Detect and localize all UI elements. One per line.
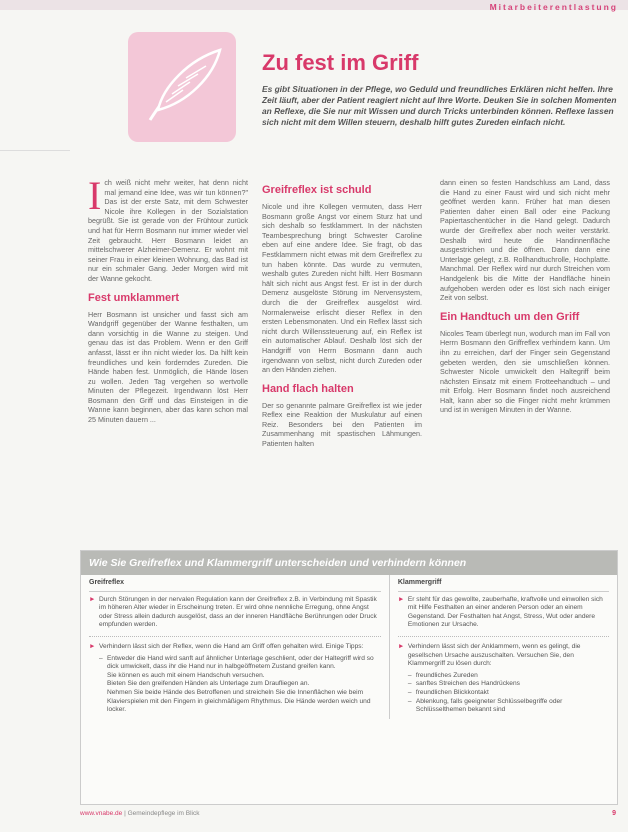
box-subitem: Sie können es auch mit einem Handschuh versuchen.	[107, 671, 265, 679]
column-header: Greifreflex	[89, 579, 381, 592]
box-item: ► Verhindern lässt sich der Anklammern, wenn es gelingt, die gesellschen Ursache auszuschalten. Versuchen Sie, den Klammergriff zu lösen durch:	[397, 642, 581, 668]
paragraph: Nicole und ihre Kollegen vermuten, dass Herr Bosmann große Angst vor einem Sturz hat und sich deshalb so festklammert. In der nächsten Teambesprechung bringt Schwester Caroline eben auf eine andere Idee. Sie fragt, ob das Festklammern nicht etwas mit dem Greifreflex zu tun haben könnte. Das wurde zu vermuten, weshalb gutes Zureden nicht hilft. Herr Bosmann hält sich nicht aus Angst fest. Er ist in der durch Demenz ausgelöste Störung im Nervensystem, durch die der Greifreflex ausgelöst wird. Normalerweise erlischt dieser Reflex in den ersten Lebensmonaten. Und ein Reflex lässt sich nicht durch Willenssteuerung auf, ein Reflex ist ein automatischer Ablauf. Deshalb löst sich der Handgriff von Herrn Bosmann dann auch irgendwann von selbst, nicht durch Zureden oder an den Händen ziehen.	[262, 202, 422, 375]
footer-text: Gemeindepflege im Blick	[127, 810, 200, 817]
arrow-icon: ►	[397, 595, 405, 603]
greifreflex-column	[81, 575, 390, 719]
paragraph: Herr Bosmann ist unsicher und fasst sich am Wandgriff gegenüber der Wanne festhalten, um dann vorsichtig in die Wanne zu steigen. Und genau das ist das Problem. Wenn er den Griff anfasst, lässt er ihn nicht wieder los. Da hilft kein freundliches und kein forderndes Zureden. Die Hände haben fest. Unmöglich, die Hände lösen zu wollen. Jeden Tag vergehen so wertvolle Minuten der Pflegezeit. Irgendwann löst Herr Bosmann den Griff und das Einsteigen in die Wanne kann beginnen, aber das kann schon mal 25 Minuten dauern ...	[88, 309, 248, 425]
box-item: ► Er steht für das gewollte, zauberhafte, kraftvolle und einwollen sich mit Hilfe Festhalten an einer anderen Person oder an einem Gegenstand. Der Festhalten hat Angst, Stress, Wut oder andere Emotionen zur Ursache.	[397, 595, 603, 629]
dropcap: I	[88, 173, 102, 218]
subheading: Fest umklammert	[88, 291, 180, 304]
column-header: Klammergriff	[398, 579, 609, 592]
section-label: Mitarbeiterentlastung	[489, 2, 618, 12]
arrow-icon: ►	[397, 642, 405, 650]
info-box	[80, 550, 618, 805]
box-item: ► Verhindern lässt sich der Reflex, wenn die Hand am Griff offen gehalten wird. Einige Tipps:	[89, 642, 364, 650]
box-subitem: – freundlichen Blickkontakt	[407, 688, 489, 696]
box-subitem: – Ablenkung, falls geeigneter Schlüsselbegriffe oder Schlüsselthemen bekannt sind	[407, 697, 563, 714]
paragraph: dann einen so festen Handschluss am Land, dass die Hand zu einer Faust wird und sich nicht mehr geöffnet werden kann. Früher hat man diesen Patienten daher einen Ball oder eine Packung Papiertaschentücher in die Hand gelegt. Dadurch wurde der Greifreflex aber noch weiter verstärkt. Deshalb wird heute die Handinnenfläche ausgestrichen und die öffnen. Dann dann eine Unterlage gelegt, z.B. Rollhandtuchrolle, Hochplatte. Manchmal. Der Reflex wird nur durch Streichen vom Handgelenk bis die Mitte der Handfläche hinein aufgehoben werden oder es löst sich nach einiger Zeit von selbst.	[440, 178, 610, 303]
box-item: ► Durch Störungen in der nervalen Regulation kann der Greifreflex z.B. in Verbindung mit Spastik im höheren Alter wieder in Erscheinung treten. Er wird ohne nennliche Erregung, ohne Angst oder Stress allein dadurch ausgelöst, dass an der inneren Handfläche Berührungen oder Druck empfunden werden.	[89, 595, 377, 629]
column-2	[262, 178, 422, 449]
page-number: 9	[612, 810, 616, 817]
box-subitem: – sanftes Streichen des Handrückens	[407, 680, 520, 688]
paragraph	[88, 173, 248, 284]
arrow-icon: ►	[89, 642, 96, 650]
subheading: Ein Handtuch um den Griff	[440, 310, 580, 323]
subheading: Hand flach halten	[262, 382, 354, 395]
paragraph-text: ch weiß nicht mehr weiter, hat denn nicht mal jemand eine Idee, was wir tun können?" Das ist der erste Satz, mit dem Schwester Nicole ihre Kollegen in der Sozialstation begrüßt. Sie ist gerade von der Frühtour zurück und hat für Herrn Bosmann nur immer wieder viel Zeit gebraucht. Herr Bosmann leidet an mittelschwerer Alzheimer-Demenz. Er wohnt mit seiner Frau in einer kleinen Wohnung, das Bad ist nur ein schmaler Gang. Jeder Morgen wird mit der Wanne gekocht.	[88, 178, 248, 283]
margin-rule	[0, 150, 70, 151]
divider	[89, 636, 381, 637]
footer: www.vnabe.de | Gemeindepflege im Blick	[80, 810, 200, 817]
arrow-icon: ►	[89, 595, 96, 603]
info-box-title: Wie Sie Greifreflex und Klammergriff unterscheiden und verhindern können	[81, 551, 617, 575]
paragraph: Nicoles Team überlegt nun, wodurch man im Fall von Herrn Bosmann den Griffreflex verhindern kann. Um ihn zu erreichen, darf der Finger sein Gegenstand gebeten werden, den sie umschließen können. Schwester Nicole umwickelt den Haltegriff beim nächsten Einsatz mit einem Frotteehandtuch – und mit Erfolg. Herr Bosmann findet noch ausreichend Halt, kann aber so die Finger nicht mehr krümmen und ist in wenigen Minuten in der Wanne.	[440, 328, 610, 415]
feather-illustration	[128, 32, 236, 142]
box-subitem: – Entweder die Hand wird sanft auf ähnlicher Unterlage geschlient, oder der Haltegriff wird so dick umwickelt, dass ihr die Hand nur in halbgeöffnetem Zustand greifen kann.	[99, 654, 374, 671]
feather-icon	[128, 32, 236, 142]
page-title: Zu fest im Griff	[262, 50, 419, 75]
column-3	[440, 178, 610, 415]
klammergriff-column	[390, 575, 617, 719]
subheading: Greifreflex ist schuld	[262, 184, 372, 196]
box-subitem: Bieten Sie den greifenden Händen als Unterlage zum Draufliegen an.	[107, 680, 310, 688]
intro-text: Es gibt Situationen in der Pflege, wo Geduld und freundliches Erklären nicht helfen. Ihre Zeit läuft, aber der Patient reagiert nicht auf Ihre Worte. Deuken Sie in solchen Momenten an Reflexe, die Sie nur mit Wissen und durch Tricks unterbinden können. Reflexe lassen sich nicht mit dem Willen steuern, deshalb hilft gutes Zureden einfach nicht.	[262, 84, 617, 127]
box-subitem: Nehmen Sie beide Hände des Betroffenen und streicheln Sie die Innenflächen wie beim Klavierspielen mit den Fingern in gleichmäßigem Rhythmus. Die Hände werden weich und locker.	[107, 688, 371, 714]
footer-link[interactable]: www.vnabe.de	[80, 810, 123, 817]
divider	[398, 636, 609, 637]
box-subitem: – freundliches Zureden	[407, 671, 478, 679]
paragraph: Der so genannte palmare Greifreflex ist wie jeder Reflex eine Reaktion der Muskulatur auf einen Reiz. Besonders bei den Patienten im Zusammenhang mit spastischen Lähmungen. Patienten halten	[262, 400, 422, 449]
column-1	[88, 173, 248, 425]
